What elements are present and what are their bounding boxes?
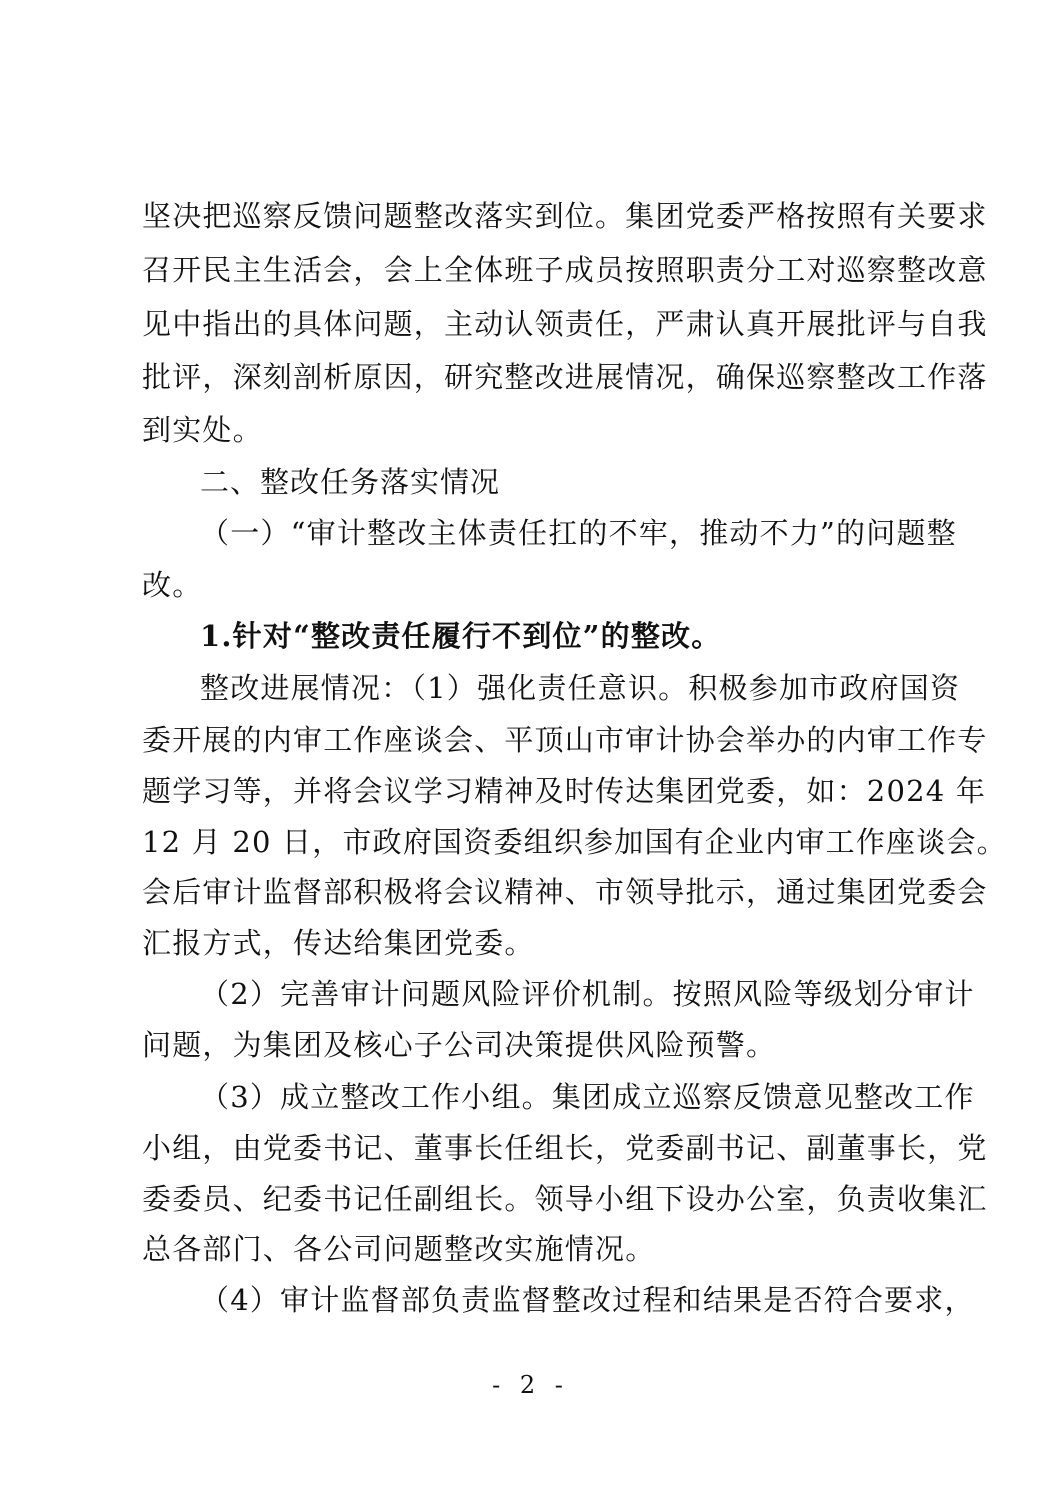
text-line: 总各部门、各公司问题整改实施情况。	[142, 1232, 656, 1266]
text-line: 委委员、纪委书记任副组长。领导小组下设办公室，负责收集汇	[142, 1182, 988, 1216]
text-line: （2）完善审计问题风险评价机制。按照风险等级划分审计	[200, 977, 975, 1011]
section-heading: 二、整改任务落实情况	[200, 465, 501, 499]
text-line: 委开展的内审工作座谈会、平顶山市审计协会举办的内审工作专	[142, 723, 988, 757]
text-line: 到实处。	[142, 413, 263, 447]
text-line: （3）成立整改工作小组。集团成立巡察反馈意见整改工作	[200, 1080, 975, 1114]
item-heading: 1.针对“整改责任履行不到位”的整改。	[200, 619, 722, 653]
text-line: 12 月 20 日，市政府国资委组织参加国有企业内审工作座谈会。	[142, 825, 1007, 859]
page-number: - 2 -	[492, 1371, 569, 1399]
text-line: 召开民主生活会，会上全体班子成员按照职责分工对巡察整改意	[142, 253, 988, 287]
text-line: 见中指出的具体问题，主动认领责任，严肃认真开展批评与自我	[142, 307, 988, 341]
text-line: 批评，深刻剖析原因，研究整改进展情况，确保巡察整改工作落	[142, 360, 988, 394]
text-line: 坚决把巡察反馈问题整改落实到位。集团党委严格按照有关要求	[142, 199, 988, 233]
text-line: 题学习等，并将会议学习精神及时传达集团党委，如：2024 年	[142, 774, 987, 808]
text-line: 问题，为集团及核心子公司决策提供风险预警。	[142, 1028, 777, 1062]
text-line: 汇报方式，传达给集团党委。	[142, 926, 535, 960]
text-line: 会后审计监督部积极将会议精神、市领导批示，通过集团党委会	[142, 875, 988, 909]
text-line: 整改进展情况：（1）强化责任意识。积极参加市政府国资	[200, 671, 961, 705]
text-line: （4）审计监督部负责监督整改过程和结果是否符合要求，	[200, 1283, 975, 1317]
subsection-heading-continued: 改。	[142, 568, 203, 602]
text-line: 小组，由党委书记、董事长任组长，党委副书记、副董事长，党	[142, 1131, 988, 1165]
subsection-heading: （一）“审计整改主体责任扛的不牢，推动不力”的问题整	[200, 516, 957, 550]
